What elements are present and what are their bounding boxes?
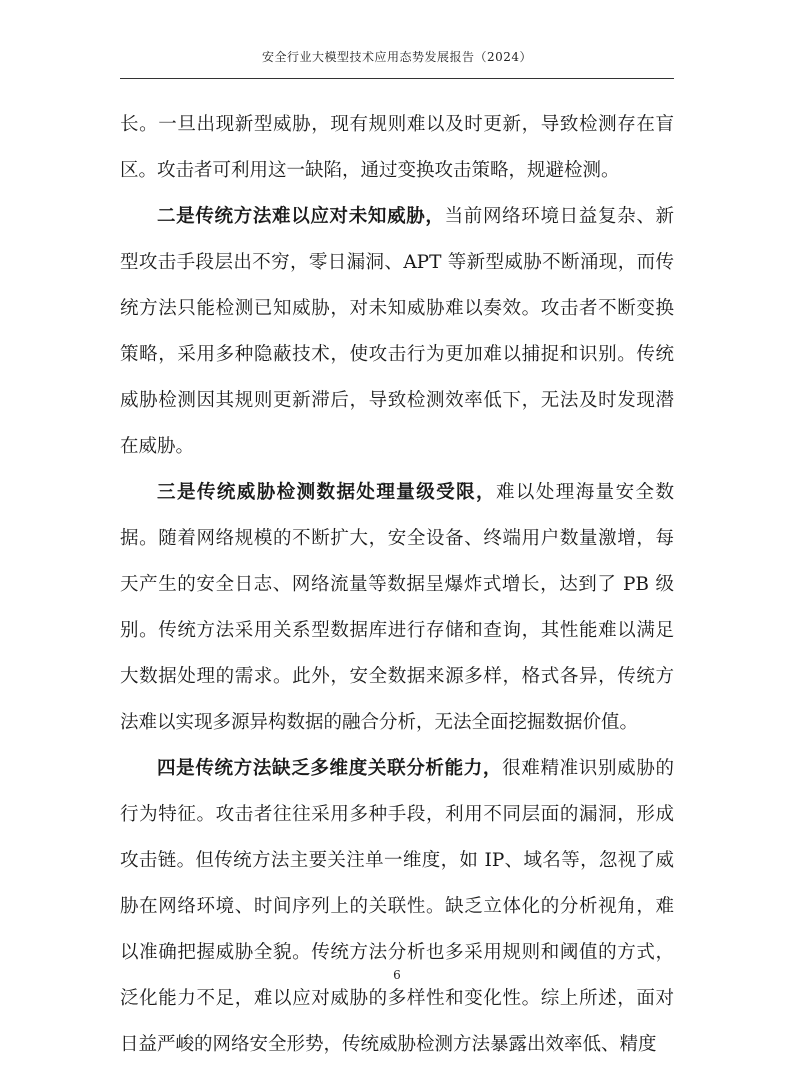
paragraph-data-volume (120, 470, 674, 746)
paragraph-text: 当前网络环境日益复杂、新型攻击手段层出不穷，零日漏洞、APT 等新型威胁不断涌现，而传统方法只能检测已知威胁，对未知威胁难以奏效。攻击者不断变换策略，采用多种隐蔽技术，使攻击行为更加难以捕捉和识别。传统威胁检测因其规则更新滞后，导致检测效率低下，无法及时发现潜在威胁。 (120, 206, 674, 457)
paragraph-lead: 二是传统方法难以应对未知威胁， (157, 206, 445, 227)
running-header: 安全行业大模型技术应用态势发展报告（2024） (261, 50, 533, 64)
paragraph-continuation (120, 102, 674, 194)
paragraph-lead: 三是传统威胁检测数据处理量级受限， (157, 482, 496, 503)
paragraph-correlation-analysis (120, 746, 674, 1068)
paragraph-text: 很难精准识别威胁的行为特征。攻击者往往采用多种手段，利用不同层面的漏洞，形成攻击链。但传统方法主要关注单一维度，如 IP、域名等，忽视了威胁在网络环境、时间序列上的关联性。缺乏立体化的分析视角，难以准确把握威胁全貌。传统方法分析也多采用规则和阈值的方式，泛化能力不足，难以应对威胁的多样性和变化性。综上所述，面对日益严峻的网络安全形势，传统威胁检测方法暴露出效率低、精度 (120, 758, 674, 1055)
header-rule (120, 78, 674, 79)
paragraph-unknown-threats (120, 194, 674, 470)
paragraph-text: 难以处理海量安全数据。随着网络规模的不断扩大，安全设备、终端用户数量激增，每天产生的安全日志、网络流量等数据呈爆炸式增长，达到了 PB 级别。传统方法采用关系型数据库进行存储和查询，其性能难以满足大数据处理的需求。此外，安全数据来源多样，格式各异，传统方法难以实现多源异构数据的融合分析，无法全面挖掘数据价值。 (120, 482, 674, 733)
body-text (120, 102, 674, 1068)
paragraph-text: 长。一旦出现新型威胁，现有规则难以及时更新，导致检测存在盲区。攻击者可利用这一缺陷，通过变换攻击策略，规避检测。 (120, 114, 674, 181)
paragraph-lead: 四是传统方法缺乏多维度关联分析能力， (157, 758, 503, 779)
page-number: 6 (393, 968, 401, 982)
